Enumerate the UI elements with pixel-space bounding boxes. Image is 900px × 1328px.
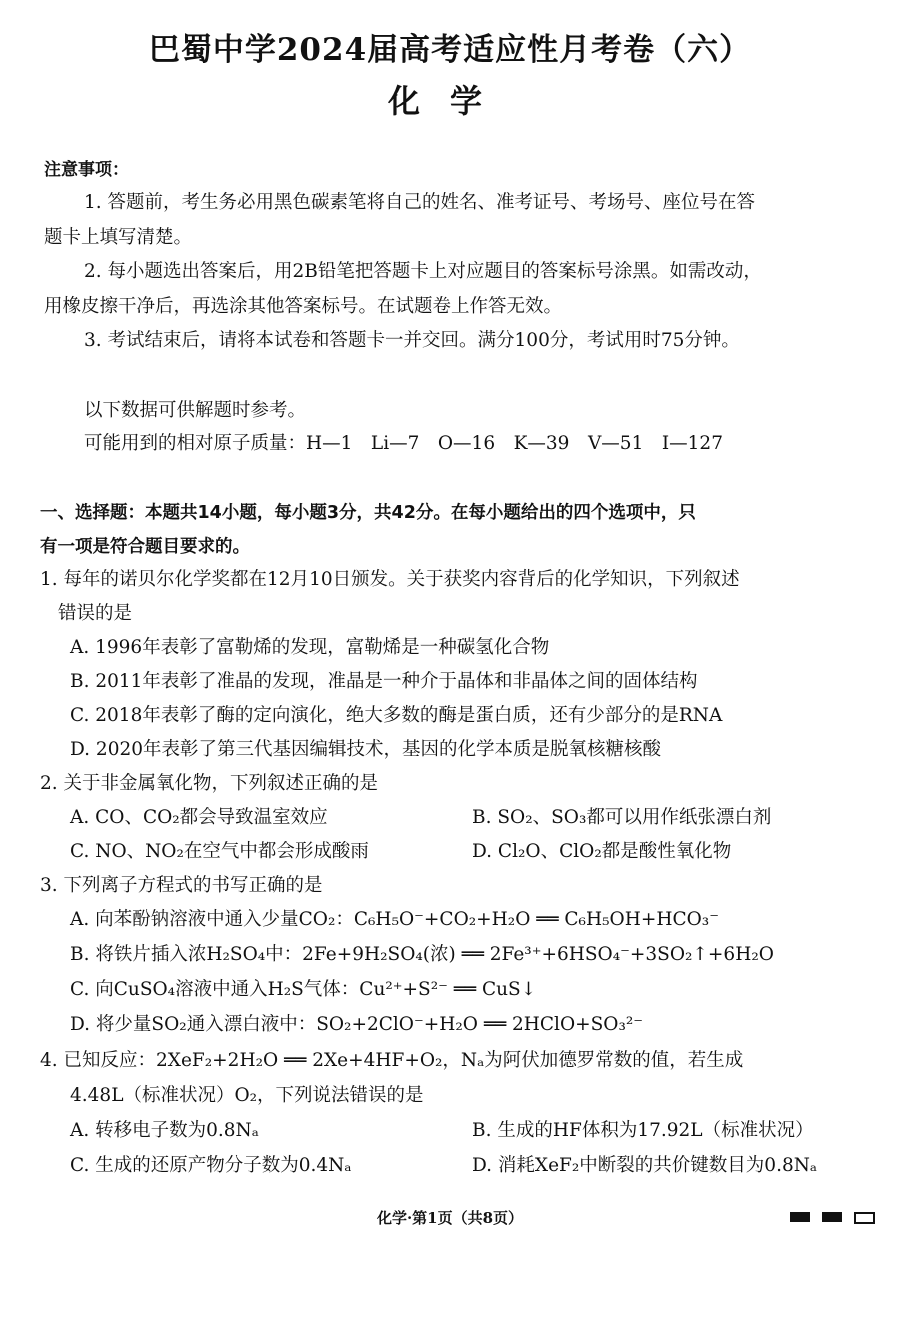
q2-option-b: B. SO₂、SO₃都可以用作纸张漂白剂: [472, 807, 772, 828]
q1-stem-line-2: 错误的是: [58, 603, 133, 624]
q3-option-b: B. 将铁片插入浓H₂SO₄中：2Fe+9H₂SO₄(浓) ══ 2Fe³⁺+6HSO₄⁻+3SO₂↑+6H₂O: [70, 944, 774, 965]
exam-title: 巴蜀中学2024届高考适应性月考卷（六）: [148, 32, 752, 68]
notice-line-5: 3. 考试结束后，请将本试卷和答题卡一并交回。满分100分，考试用时75分钟。: [84, 330, 740, 351]
atomic-masses: 可能用到的相对原子质量：H—1 Li—7 O—16 K—39 V—51 I—127: [84, 433, 723, 454]
q4-option-d: D. 消耗XeF₂中断裂的共价键数目为0.8Nₐ: [472, 1155, 818, 1176]
notice-line-3: 2. 每小题选出答案后，用2B铅笔把答题卡上对应题目的答案标号涂黑。如需改动，: [84, 261, 762, 282]
empty-square-mark: [854, 1212, 875, 1224]
q4-option-c: C. 生成的还原产物分子数为0.4Nₐ: [70, 1155, 352, 1176]
notice-line-2: 题卡上填写清楚。: [44, 227, 193, 248]
section-heading-line-2: 有一项是符合题目要求的。: [40, 537, 250, 557]
q4-stem-line-1: 4. 已知反应：2XeF₂+2H₂O ══ 2Xe+4HF+O₂，Nₐ为阿伏加德罗常数的值，若生成: [40, 1050, 744, 1071]
notice-line-1: 1. 答题前，考生务必用黑色碳素笔将自己的姓名、准考证号、考场号、座位号在答: [84, 192, 756, 213]
notice-heading: 注意事项：: [44, 160, 129, 180]
q2-option-a: A. CO、CO₂都会导致温室效应: [70, 807, 328, 828]
page-marks: [790, 1212, 875, 1224]
notice-line-4: 用橡皮擦干净后，再选涂其他答案标号。在试题卷上作答无效。: [44, 296, 563, 317]
filled-square-mark: [822, 1212, 842, 1222]
page-footer: 化学·第1页（共8页）: [376, 1209, 524, 1227]
q3-option-d: D. 将少量SO₂通入漂白液中：SO₂+2ClO⁻+H₂O ══ 2HClO+SO₃²⁻: [70, 1014, 644, 1035]
q1-option-d: D. 2020年表彰了第三代基因编辑技术，基因的化学本质是脱氧核糖核酸: [70, 739, 662, 760]
section-heading-line-1: 一、选择题：本题共14小题，每小题3分，共42分。在每小题给出的四个选项中，只: [40, 503, 696, 523]
q4-option-a: A. 转移电子数为0.8Nₐ: [70, 1120, 259, 1141]
q3-option-c: C. 向CuSO₄溶液中通入H₂S气体：Cu²⁺+S²⁻ ══ CuS↓: [70, 979, 537, 1000]
q1-option-c: C. 2018年表彰了酶的定向演化，绝大多数的酶是蛋白质，还有少部分的是RNA: [70, 705, 723, 726]
filled-square-mark: [790, 1212, 810, 1222]
q3-option-a: A. 向苯酚钠溶液中通入少量CO₂：C₆H₅O⁻+CO₂+H₂O ══ C₆H₅OH+HCO₃⁻: [70, 909, 719, 930]
q1-option-b: B. 2011年表彰了准晶的发现，准晶是一种介于晶体和非晶体之间的固体结构: [70, 671, 698, 692]
q3-stem: 3. 下列离子方程式的书写正确的是: [40, 875, 323, 896]
q2-stem: 2. 关于非金属氧化物，下列叙述正确的是: [40, 773, 379, 794]
q4-option-b: B. 生成的HF体积为17.92L（标准状况）: [472, 1120, 814, 1141]
reference-intro: 以下数据可供解题时参考。: [84, 400, 307, 421]
q4-stem-line-2: 4.48L（标准状况）O₂，下列说法错误的是: [70, 1085, 424, 1106]
q2-option-c: C. NO、NO₂在空气中都会形成酸雨: [70, 841, 369, 862]
subject-title: 化学: [387, 82, 512, 120]
q1-stem-line-1: 1. 每年的诺贝尔化学奖都在12月10日颁发。关于获奖内容背后的化学知识，下列叙述: [40, 569, 740, 590]
q1-option-a: A. 1996年表彰了富勒烯的发现，富勒烯是一种碳氢化合物: [70, 637, 550, 658]
q2-option-d: D. Cl₂O、ClO₂都是酸性氧化物: [472, 841, 732, 862]
